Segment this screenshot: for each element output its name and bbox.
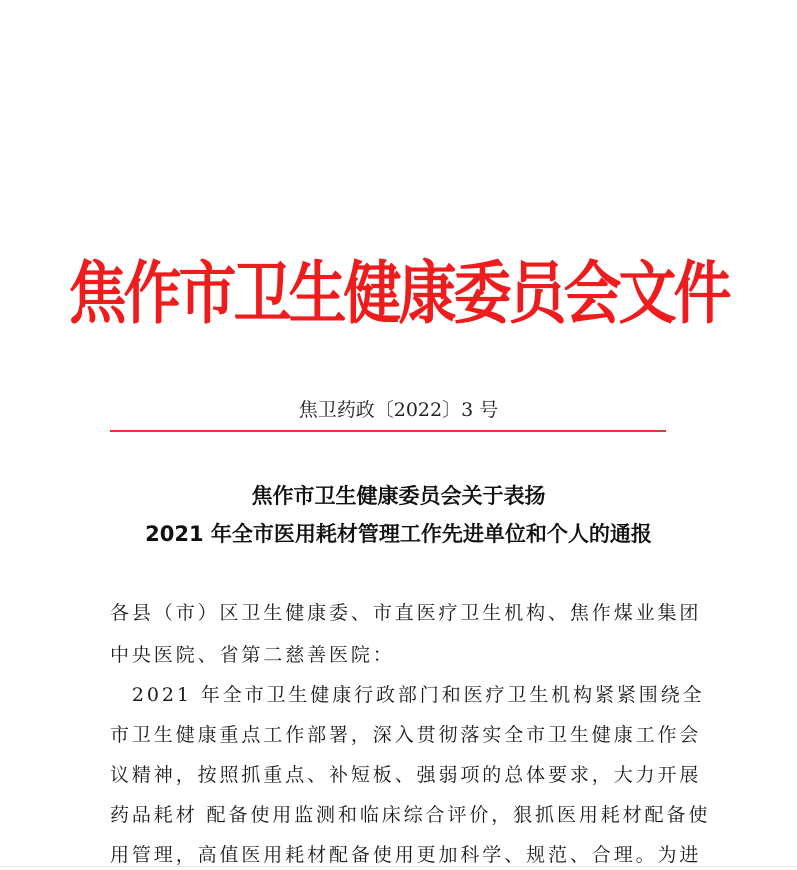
document-header-title: 焦作市卫生健康委员会文件: [68, 253, 729, 334]
body-line-5: 议精神，按照抓重点、补短板、强弱项的总体要求，大力开展: [110, 764, 702, 786]
red-divider-line: [110, 430, 666, 432]
notice-title-line-1: 焦作市卫生健康委员会关于表扬: [251, 484, 546, 508]
body-line-7: 用管理，高值医用耗材配备使用更加科学、规范、合理。为进: [110, 844, 702, 866]
body-line-4: 市卫生健康重点工作部署，深入贯彻落实全市卫生健康工作会: [110, 724, 702, 746]
notice-title-line-2: 2021 年全市医用耗材管理工作先进单位和个人的通报: [145, 522, 652, 546]
body-line-6: 药品耗材 配备使用监测和临床综合评价，狠抓医用耗材配备使: [110, 804, 711, 826]
body-line-3: 2021 年全市卫生健康行政部门和医疗卫生机构紧紧围绕全: [110, 684, 705, 706]
body-line-2: 中央医院、省第二慈善医院：: [110, 644, 395, 666]
body-line-1: 各县（市）区卫生健康委、市直医疗卫生机构、焦作煤业集团: [110, 602, 702, 624]
page-bottom-edge: [0, 866, 797, 867]
document-number: 焦卫药政〔2022〕3 号: [298, 399, 499, 421]
